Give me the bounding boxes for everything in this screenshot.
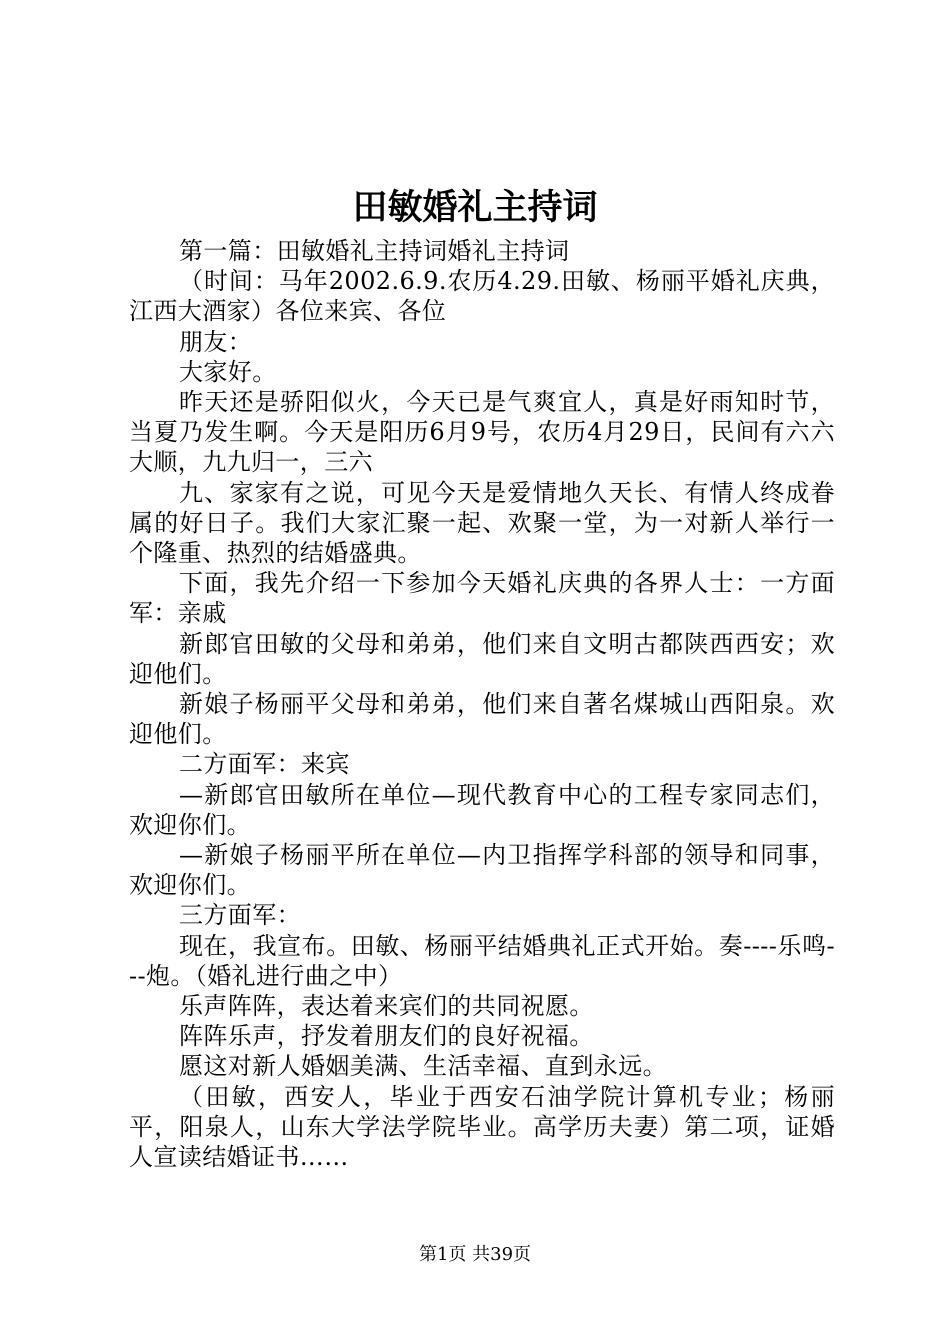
paragraph: （时间：马年2002.6.9.农历4.29.田敏、杨丽平婚礼庆典，江西大酒家）各位来宾、各位 xyxy=(129,267,835,326)
document-body xyxy=(129,236,835,1172)
paragraph: 昨天还是骄阳似火，今天已是气爽宜人，真是好雨知时节，当夏乃发生啊。今天是阳历6月9号，农历4月29日，民间有六六大顺，九九归一，三六 xyxy=(129,388,835,477)
paragraph: 乐声阵阵，表达着来宾们的共同祝愿。 xyxy=(179,992,594,1021)
paragraph: 大家好。 xyxy=(179,357,277,386)
paragraph: 二方面军：来宾 xyxy=(179,750,350,779)
paragraph: 下面，我先介绍一下参加今天婚礼庆典的各界人士：一方面军：亲戚 xyxy=(129,569,835,628)
paragraph: 九、家家有之说，可见今天是爱情地久天长、有情人终成眷属的好日子。我们大家汇聚一起、欢聚一堂，为一对新人举行一个隆重、热烈的结婚盛典。 xyxy=(129,478,835,568)
paragraph: 新娘子杨丽平父母和弟弟，他们来自著名煤城山西阳泉。欢迎他们。 xyxy=(129,690,835,749)
paragraph: 现在，我宣布。田敏、杨丽平结婚典礼正式开始。奏----乐鸣---炮。（婚礼进行曲之中） xyxy=(129,931,835,990)
paragraph: —新娘子杨丽平所在单位—内卫指挥学科部的领导和同事，欢迎你们。 xyxy=(129,841,835,900)
paragraph: 阵阵乐声，抒发着朋友们的良好祝福。 xyxy=(179,1022,594,1051)
document-title: 田敏婚礼主持词 xyxy=(352,188,598,228)
paragraph: 愿这对新人婚姻美满、生活幸福、直到永远。 xyxy=(179,1052,667,1081)
paragraph: —新郎官田敏所在单位—现代教育中心的工程专家同志们，欢迎你们。 xyxy=(129,780,835,839)
paragraph: 第一篇：田敏婚礼主持词婚礼主持词 xyxy=(179,237,570,265)
paragraph: 新郎官田敏的父母和弟弟，他们来自文明古都陕西西安；欢迎他们。 xyxy=(129,629,835,688)
paragraph: （田敏，西安人，毕业于西安石油学院计算机专业；杨丽平，阳泉人，山东大学法学院毕业。高学历夫妻）第二项，证婚人宣读结婚证书…… xyxy=(129,1082,835,1172)
page-footer: 第1页 共39页 xyxy=(418,1244,532,1265)
paragraph: 三方面军： xyxy=(179,901,301,930)
paragraph: 朋友： xyxy=(179,327,253,356)
